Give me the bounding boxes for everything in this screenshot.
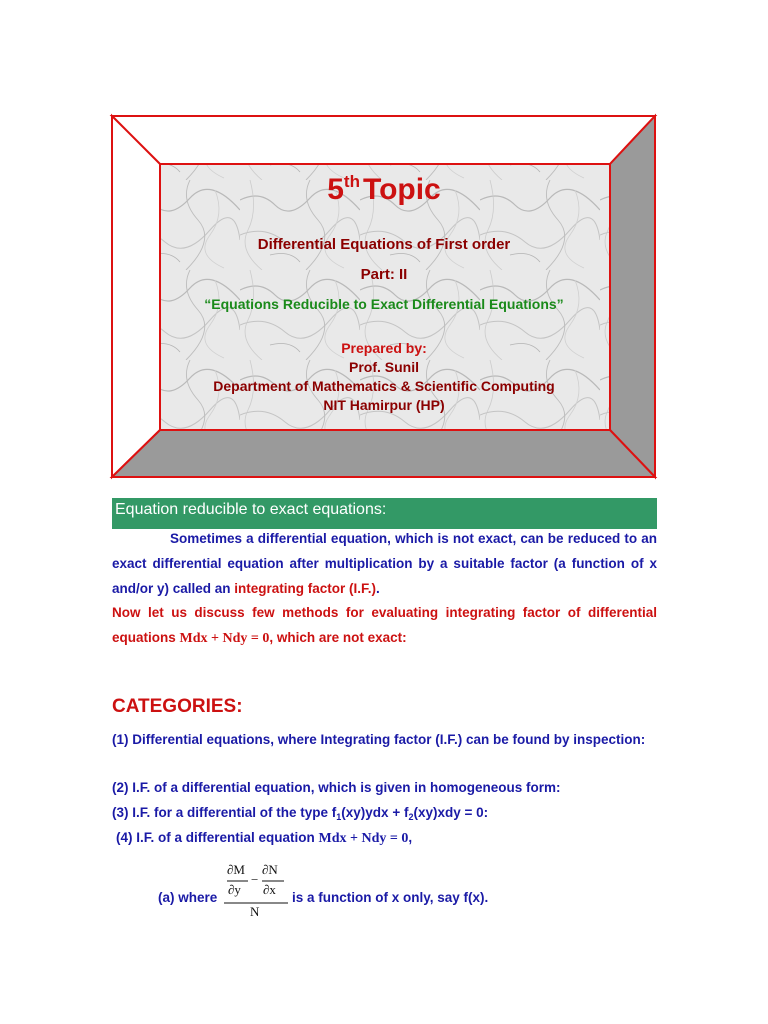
topic-title: 5th Topic: [327, 172, 441, 206]
category-4: (4) I.F. of a differential equation Mdx + Ndy = 0,: [116, 830, 413, 846]
category-3: (3) I.F. for a differential of the type $f_1(xy)ydx + f_2(xy)xdy = 0$:: [112, 805, 489, 822]
institute-name: NIT Hamirpur (HP): [323, 397, 445, 413]
topic-quote: “Equations Reducible to Exact Differential Equations”: [204, 296, 564, 312]
author-name: Prof. Sunil: [349, 359, 419, 375]
intro-paragraph: Sometimes a differential equation, which is not exact, can be reduced to an exact differential equation after multiplication by a suitable factor (a function of x and/or y) called an integrating factor (I.F.).: [112, 531, 657, 596]
frac-den: N: [250, 904, 260, 919]
frame-top-panel: [112, 116, 655, 164]
methods-paragraph: Now let us discuss few methods for evaluating integrating factor of differential equations Mdx + Ndy = 0, which are not exact:: [112, 605, 657, 646]
categories-heading: CATEGORIES:: [112, 696, 243, 717]
frame-left-panel: [112, 116, 160, 477]
part-label: Part: II: [360, 266, 408, 283]
condition-a-tail: is a function of x only, say f(x).: [292, 890, 489, 905]
prepared-by-label: Prepared by:: [341, 340, 427, 356]
frac-dM: ∂M: [227, 862, 245, 877]
frame-bottom-panel: [112, 430, 655, 477]
integrating-factor-term: integrating factor (I.F.): [234, 581, 377, 596]
frac-dy: ∂y: [228, 882, 241, 897]
frac-minus: −: [251, 872, 259, 887]
equation-mdx-ndy: Mdx + Ndy = 0: [179, 631, 270, 646]
category-1: (1) Differential equations, where Integrating factor (I.F.) can be found by inspection:: [112, 732, 646, 747]
fraction-bars: [224, 879, 290, 907]
title-box: [160, 164, 608, 428]
department-name: Department of Mathematics & Scientific Computing: [213, 378, 555, 394]
frame-right-panel: [610, 116, 655, 477]
frac-dx: ∂x: [263, 882, 276, 897]
condition-a-label: (a) where: [158, 890, 218, 905]
category-2: (2) I.F. of a differential equation, which is given in homogeneous form:: [112, 780, 561, 795]
equation-mdx-ndy-2: Mdx + Ndy = 0: [318, 831, 409, 846]
frac-dN: ∂N: [262, 862, 278, 877]
subtitle: Differential Equations of First order: [257, 236, 511, 253]
section-heading: Equation reducible to exact equations:: [112, 498, 657, 529]
